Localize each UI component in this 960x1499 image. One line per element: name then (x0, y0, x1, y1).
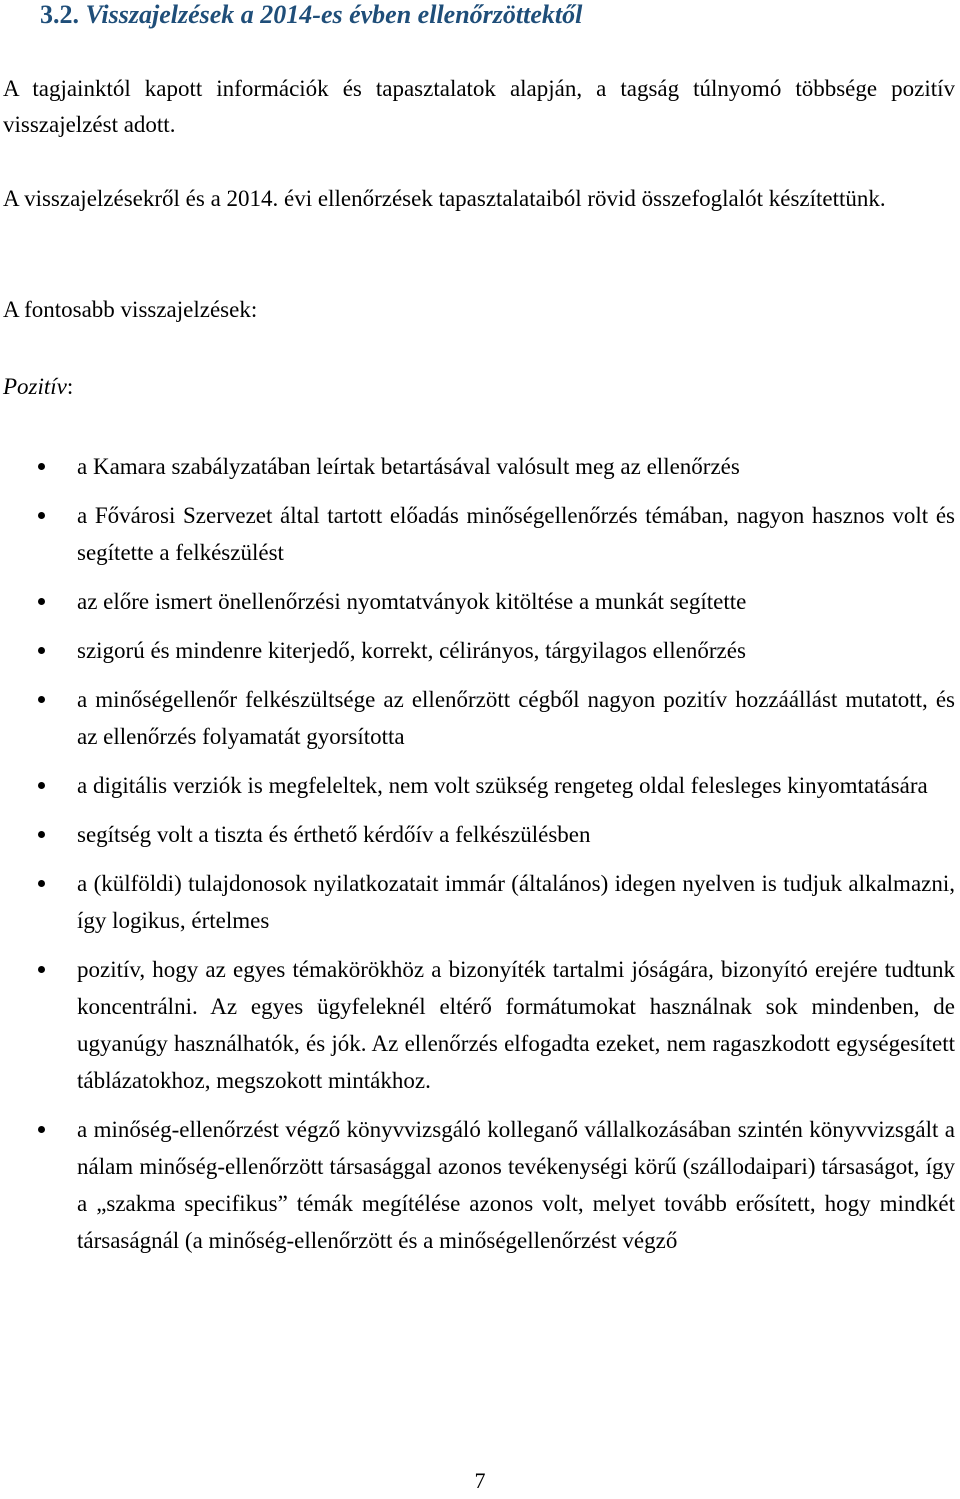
bullet-icon (38, 598, 45, 605)
section-heading (40, 0, 582, 30)
list-item-text: a (külföldi) tulajdonosok nyilatkozatait immár (általános) idegen nyelven is tudjuk alkalmazni, így logikus, értelmes (77, 871, 955, 933)
list-item-text: a minőségellenőr felkészültsége az ellenőrzött cégből nagyon pozitív hozzáállást mutatott, és az ellenőrzés folyamatát gyorsította (77, 687, 955, 749)
list-item (0, 448, 955, 485)
list-item-text: segítség volt a tiszta és érthető kérdőív a felkészülésben (77, 822, 591, 847)
bullet-icon (38, 966, 45, 973)
list-item (0, 1111, 955, 1259)
list-item (0, 865, 955, 939)
summary-paragraph: A visszajelzésekről és a 2014. évi ellenőrzések tapasztalataiból rövid összefoglalót készítettünk. (3, 186, 886, 211)
list-item (0, 951, 955, 1099)
list-item (0, 767, 955, 804)
bullet-icon (38, 831, 45, 838)
list-item-text: a minőség-ellenőrzést végző könyvvizsgáló kolleganő vállalkozásában szintén könyvvizsgált a nálam minőség-ellenőrzött társasággal azonos tevékenységi körű (szállodaipari) társaságot, így a „szakma specifikus” témák megítélése azonos volt, melyet tovább erősített, hogy mindkét társaságnál (a minőség-ellenőrzött és a minőségellenőrzést végző (77, 1117, 955, 1253)
page-number: 7 (474, 1468, 486, 1493)
bullet-icon (38, 880, 45, 887)
list-item-text: pozitív, hogy az egyes témakörökhöz a bizonyíték tartalmi jóságára, bizonyító erejére tudtunk koncentrálni. Az egyes ügyfeleknél eltérő formátumokat használnak sok mindenben, de ugyanúgy használhatók, és jók. Az ellenőrzés elfogadta ezeket, nem ragaszkodott egységesített táblázatokhoz, megszokott mintákhoz. (77, 957, 955, 1093)
category-label (3, 369, 73, 405)
list-item-text: a Fővárosi Szervezet által tartott előadás minőségellenőrzés témában, nagyon hasznos volt és segítette a felkészülést (77, 503, 955, 565)
category-label-text: Pozitív (3, 374, 67, 399)
bullet-icon (38, 512, 45, 519)
section-title: Visszajelzések a 2014-es évben ellenőrzöttektől (85, 0, 583, 29)
list-item-text: szigorú és mindenre kiterjedő, korrekt, célirányos, tárgyilagos ellenőrzés (77, 638, 746, 663)
bullet-icon (38, 782, 45, 789)
list-item-text: az előre ismert önellenőrzési nyomtatványok kitöltése a munkát segítette (77, 589, 747, 614)
section-number: 3.2. (40, 0, 79, 29)
list-item-text: a Kamara szabályzatában leírtak betartásával valósult meg az ellenőrzés (77, 454, 740, 479)
category-label-colon: : (66, 374, 74, 399)
positive-feedback-list (0, 448, 960, 1271)
intro-paragraph: A tagjainktól kapott információk és tapasztalatok alapján, a tagság túlnyomó többsége pozitív visszajelzést adott. (3, 76, 955, 137)
bullet-icon (38, 647, 45, 654)
list-item (0, 497, 955, 571)
list-item (0, 632, 955, 669)
list-item (0, 816, 955, 853)
bullet-icon (38, 1126, 45, 1133)
list-item (0, 681, 955, 755)
list-item-text: a digitális verziók is megfeleltek, nem volt szükség rengeteg oldal felesleges kinyomtatására (77, 773, 928, 798)
list-item (0, 583, 955, 620)
bullet-icon (38, 463, 45, 470)
feedback-subheading: A fontosabb visszajelzések: (3, 297, 258, 322)
bullet-icon (38, 696, 45, 703)
